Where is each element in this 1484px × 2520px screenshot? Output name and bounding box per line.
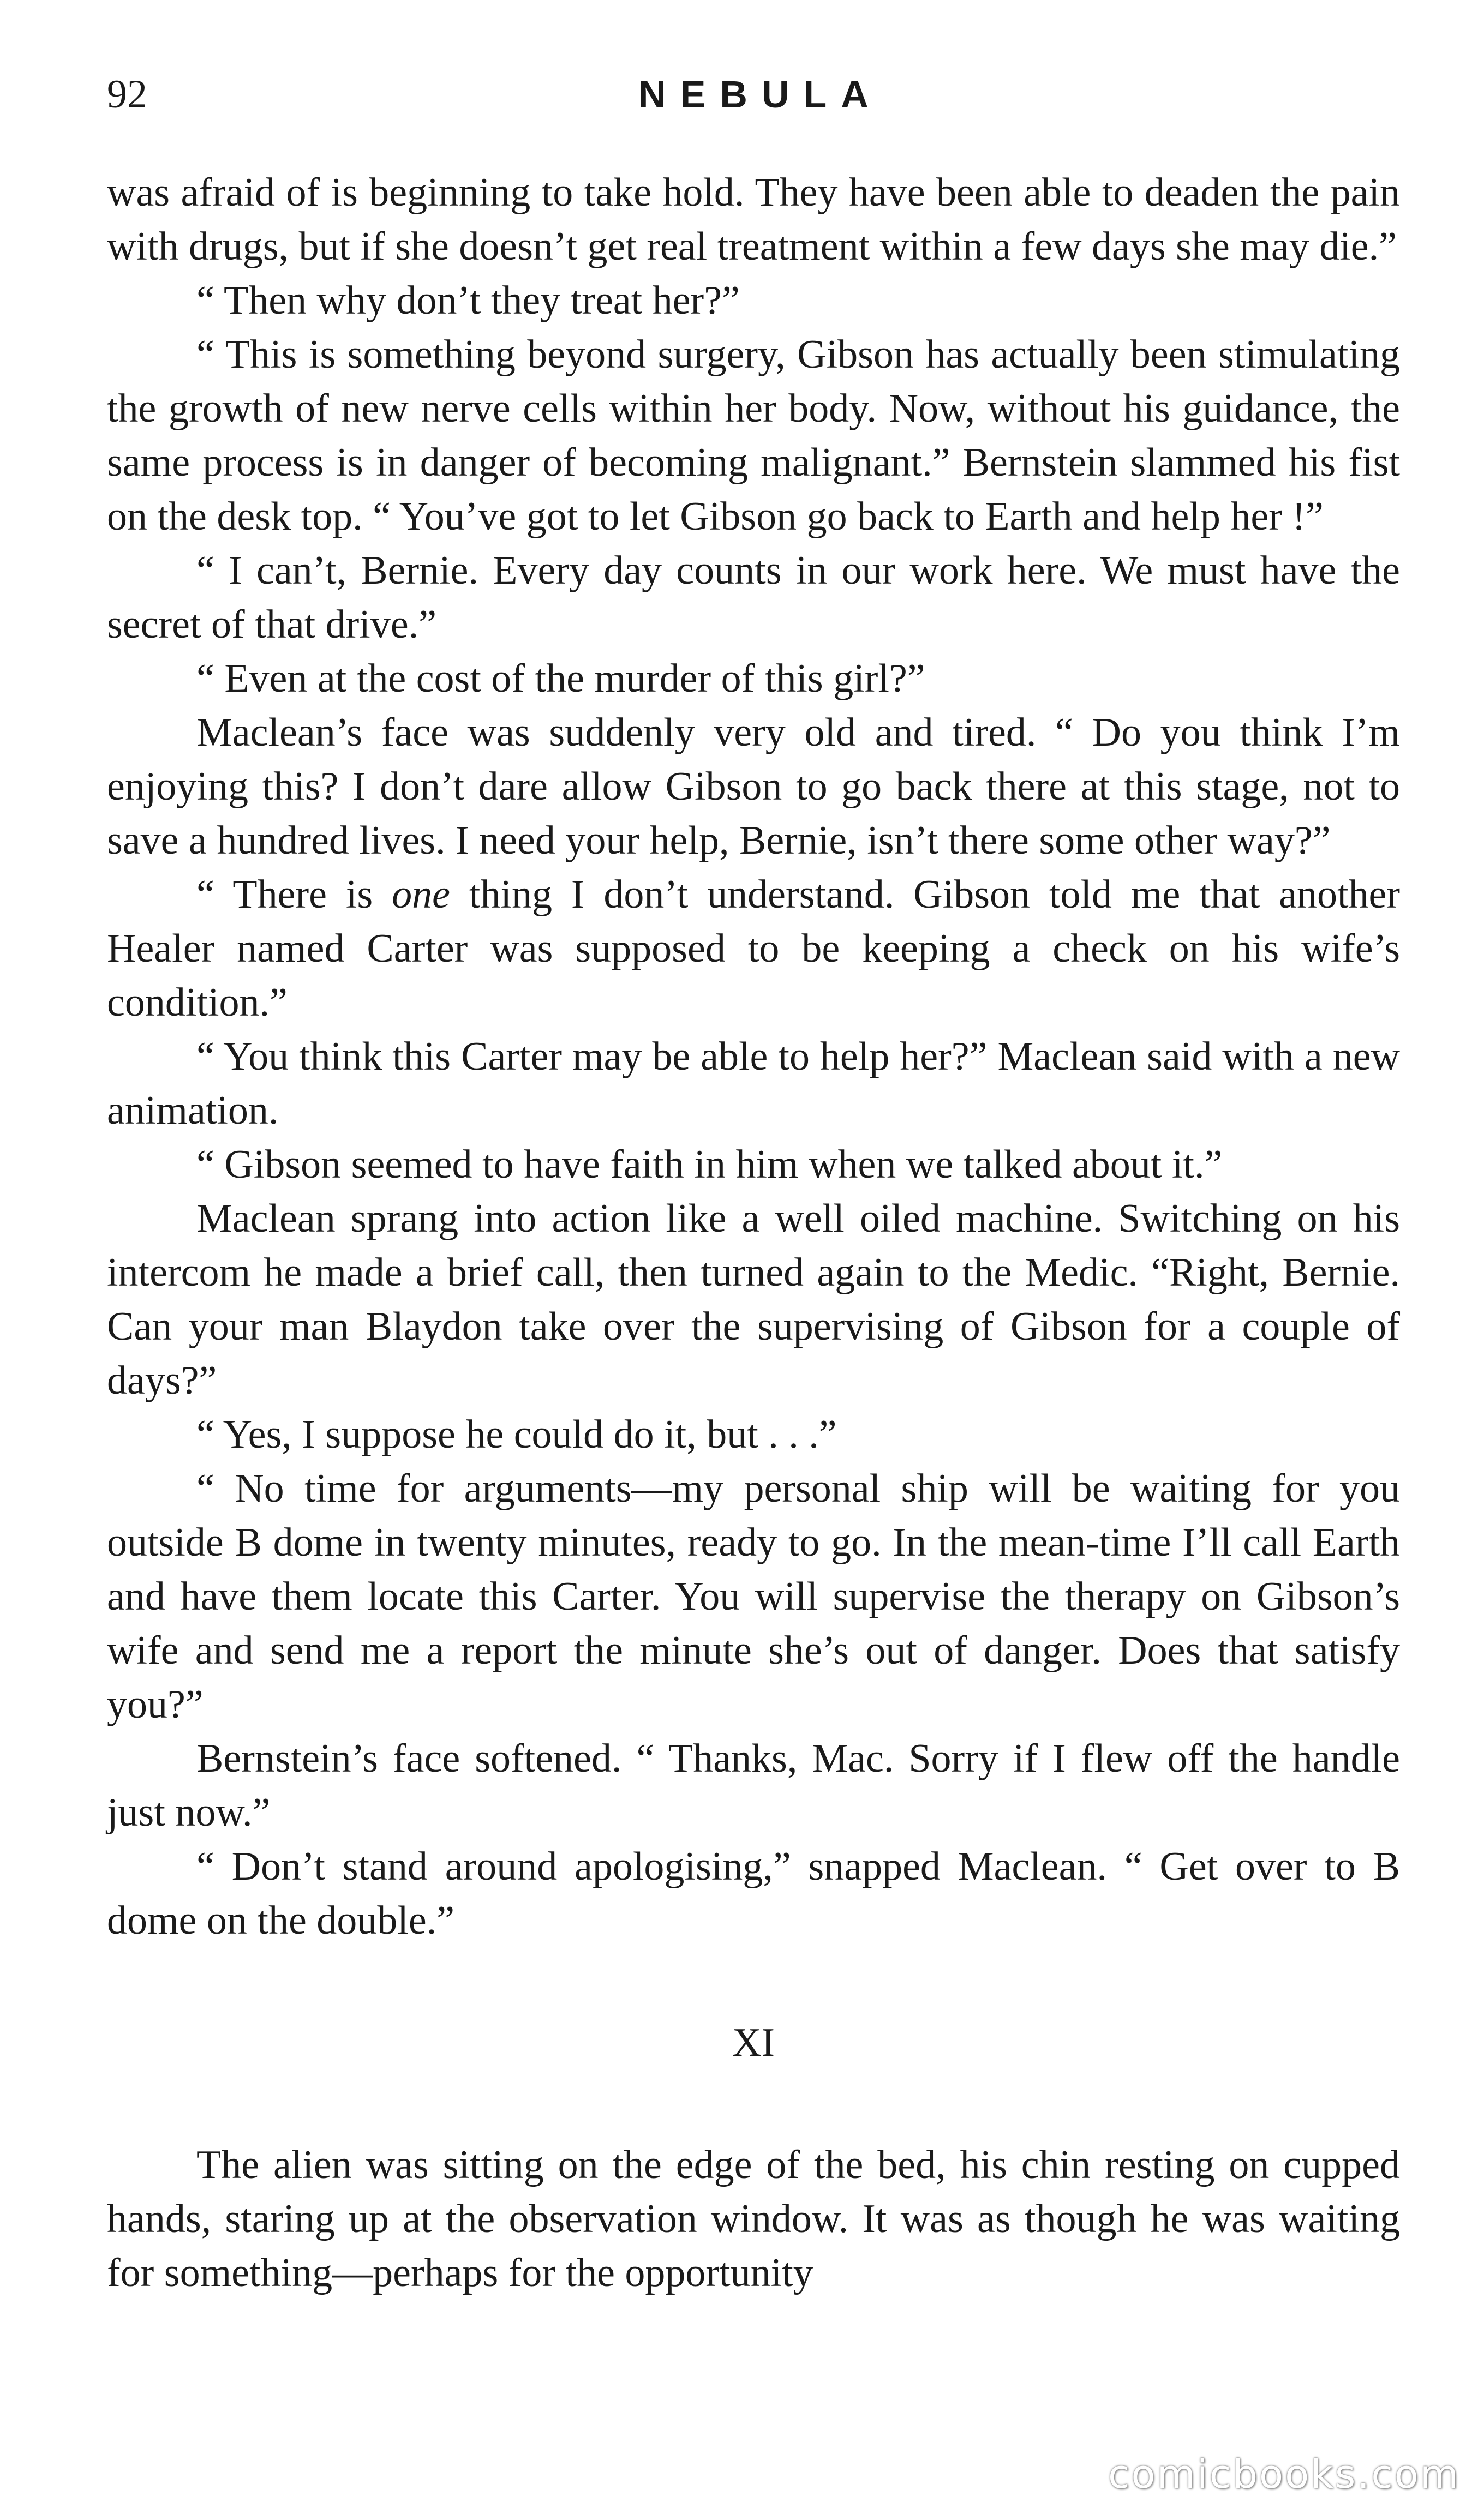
page-header [107, 64, 1400, 124]
paragraph: “ You think this Carter may be able to help her?” Maclean said with a new animation. [107, 1034, 1400, 1133]
paragraph: was afraid of is beginning to take hold. They have been able to deaden the pain with drugs, but if she doesn’t get real treatment within a few days she may die.” [107, 170, 1400, 269]
page-number: 92 [107, 72, 147, 117]
chapter-heading: XI [732, 2020, 775, 2065]
paragraph: Bernstein’s face softened. “ Thanks, Mac. Sorry if I flew off the handle just now.” [107, 1736, 1400, 1835]
paragraph: “ Gibson seemed to have faith in him when we talked about it.” [196, 1142, 1223, 1187]
story-text [107, 166, 1400, 2300]
paragraph: “ This is something beyond surgery, Gibson has actually been stimulating the growth of new nerve cells within her body. Now, without his guidance, the same process is in danger of becoming malignant.” Bernstein slammed his fist on the desk top. “ You’ve got to let Gibson go back to Earth and help her !” [107, 332, 1400, 539]
paragraph: “ Then why don’t they treat her?” [196, 278, 740, 323]
paragraph: “ Even at the cost of the murder of this girl?” [196, 656, 925, 701]
emphasis: one [392, 872, 450, 917]
paragraph: Maclean’s face was suddenly very old and tired. “ Do you think I’m enjoying this? I don’t dare allow Gibson to go back there at this stage, not to save a hundred lives. I need your help, Bernie, isn’t there some other way?” [107, 710, 1400, 863]
paragraph: “ Yes, I suppose he could do it, but . . .” [196, 1412, 837, 1457]
paragraph: “ I can’t, Bernie. Every day counts in our work here. We must have the secret of that drive.” [107, 548, 1400, 647]
watermark: comicbooks.com [1108, 2451, 1460, 2497]
running-title: NEBULA [638, 73, 883, 116]
paragraph: Maclean sprang into action like a well oiled machine. Switching on his intercom he made a brief call, then turned again to the Medic. “Right, Bernie. Can your man Blaydon take over the supervising of Gibson for a couple of days?” [107, 1196, 1400, 1403]
paragraph: The alien was sitting on the edge of the bed, his chin resting on cupped hands, staring up at the observation window. It was as though he was waiting for something—perhaps for the opportunity [107, 2143, 1400, 2295]
paragraph: “ There is one thing I don’t understand. Gibson told me that another Healer named Carter was supposed to be keeping a check on his wife’s condition.” [107, 872, 1400, 1025]
paragraph: “ Don’t stand around apologising,” snapped Maclean. “ Get over to B dome on the double.” [107, 1844, 1400, 1943]
paragraph: “ No time for arguments—my personal ship will be waiting for you outside B dome in twenty minutes, ready to go. In the mean-time I’ll call Earth and have them locate this Carter. You will supervise the therapy on Gibson’s wife and send me a report the minute she’s out of danger. Does that satisfy you?” [107, 1466, 1400, 1727]
